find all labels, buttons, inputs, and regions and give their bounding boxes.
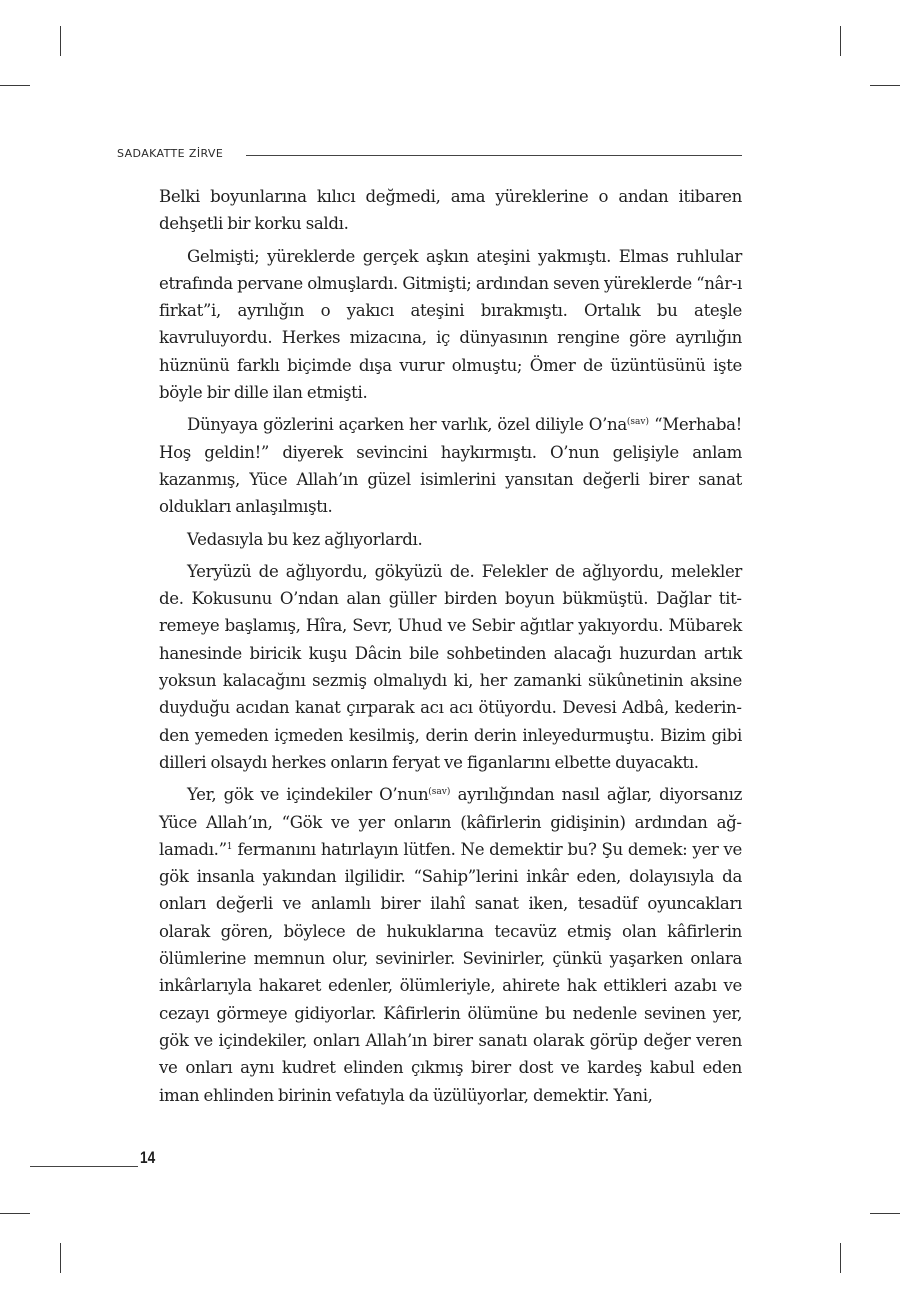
- text-run: Gelmişti; yüreklerde gerçek aşkın ateşini yakmıştı. Elmas ruhlular etrafında pervane olmuşlardı. Gitmişti; ardından seven yüreklerde “nâr-ı firkat”i, ayrılığın o yakıcı ateşini bırakmıştı. Ortalık bu ateşle kavruluyordu. Herkes mizacına, iç dünyasının rengine göre ayrılığın hüznünü farklı biçimde dışa vurur olmuştu; Ömer de üzüntüsünü işte böyle bir dille ilan etmişti.: [159, 246, 742, 403]
- text-run: ayrılığından nasıl ağlar, diyorsanız Yüce Allah’ın, “Gök ve yer onların (kâfirlerin gidişinin) ardından ağlamadı.”: [159, 785, 742, 859]
- text-run: Dünyaya gözlerini açarken her varlık, özel diliyle O’na: [187, 415, 627, 435]
- body-text: [159, 183, 742, 1114]
- crop-mark: [60, 1243, 61, 1273]
- paragraph: [159, 526, 742, 553]
- running-head: SADAKATTE ZİRVE: [117, 147, 224, 160]
- text-run: Yer, gök ve içindekiler O’nun: [187, 785, 429, 805]
- superscript: (sav): [626, 417, 649, 428]
- page-number: 14: [140, 1148, 156, 1167]
- paragraph: [159, 558, 742, 776]
- crop-mark: [60, 26, 61, 56]
- paragraph: [159, 411, 742, 520]
- superscript: (sav): [428, 787, 451, 798]
- superscript: 1: [226, 841, 233, 852]
- text-run: fermanını hatırlayın lütfen. Ne demektir bu? Şu demek: yer ve gök insanla yakından ilgilidir. “Sahip”lerini inkâr eden, dolayısıyla da onları değerli ve anlamlı birer ilahî sanat iken, tesadüf oyuncakları olarak gören, böylece de hukuklarına tecavüz etmiş olan kâfirlerin ölümlerine memnun olur, sevinirler. Sevinirler, çünkü yaşarken onlara inkârlarıyla hakaret edenler, ölümleriyle, ahirete hak ettikleri azabı ve cezayı görmeye gidiyorlar. Kâfirlerin ölümüne bu nedenle sevinen yer, gök ve içindekiler, onları Allah’ın birer sanatı olarak görüp değer veren ve onları aynı kudret elinden çıkmış birer dost ve kardeş kabul eden iman ehlinden birinin vefatıyla da üzülüyorlar, demektir. Yani,: [159, 839, 742, 1105]
- crop-mark: [870, 1213, 900, 1214]
- footer-rule: [30, 1166, 138, 1167]
- text-run: Vedasıyla bu kez ağlıyorlardı.: [187, 529, 423, 549]
- paragraph: [159, 243, 742, 407]
- paragraph: [159, 183, 742, 238]
- crop-mark: [870, 85, 900, 86]
- text-run: Yeryüzü de ağlıyordu, gökyüzü de. Felekler de ağlıyordu, melekler de. Kokusunu O’ndan alan güller birden boyun bükmüştü. Dağlar titremeye başlamış, Hîra, Sevr, Uhud ve Sebir ağıtlar yakıyordu. Mübarek hanesinde biricik kuşu Dâcin bile sohbetinden alacağı huzurdan artık yoksun kalacağını sezmiş olmalıydı ki, her zamanki sükûnetinin aksine duyduğu acıdan kanat çırparak acı acı ötüyordu. Devesi Adbâ, kederinden yemeden içmeden kesilmiş, derin derin inleyedurmuştu. Bizim gibi dilleri olsaydı herkes onların feryat ve figanlarını elbette duyacaktı.: [159, 561, 742, 772]
- crop-mark: [840, 1243, 841, 1273]
- crop-mark: [840, 26, 841, 56]
- paragraph: [159, 781, 742, 1109]
- text-run: Belki boyunlarına kılıcı değmedi, ama yüreklerine o andan itibaren dehşetli bir korku saldı.: [159, 187, 742, 234]
- text-run: “Merhaba! Hoş geldin!” diyerek sevincini haykırmıştı. O’nun gelişiyle anlam kazanmış, Yüce Allah’ın güzel isimlerini yansıtan değerli birer sanat oldukları anlaşılmıştı.: [159, 415, 742, 517]
- crop-mark: [0, 1213, 30, 1214]
- crop-mark: [0, 85, 30, 86]
- header-rule: [246, 155, 742, 156]
